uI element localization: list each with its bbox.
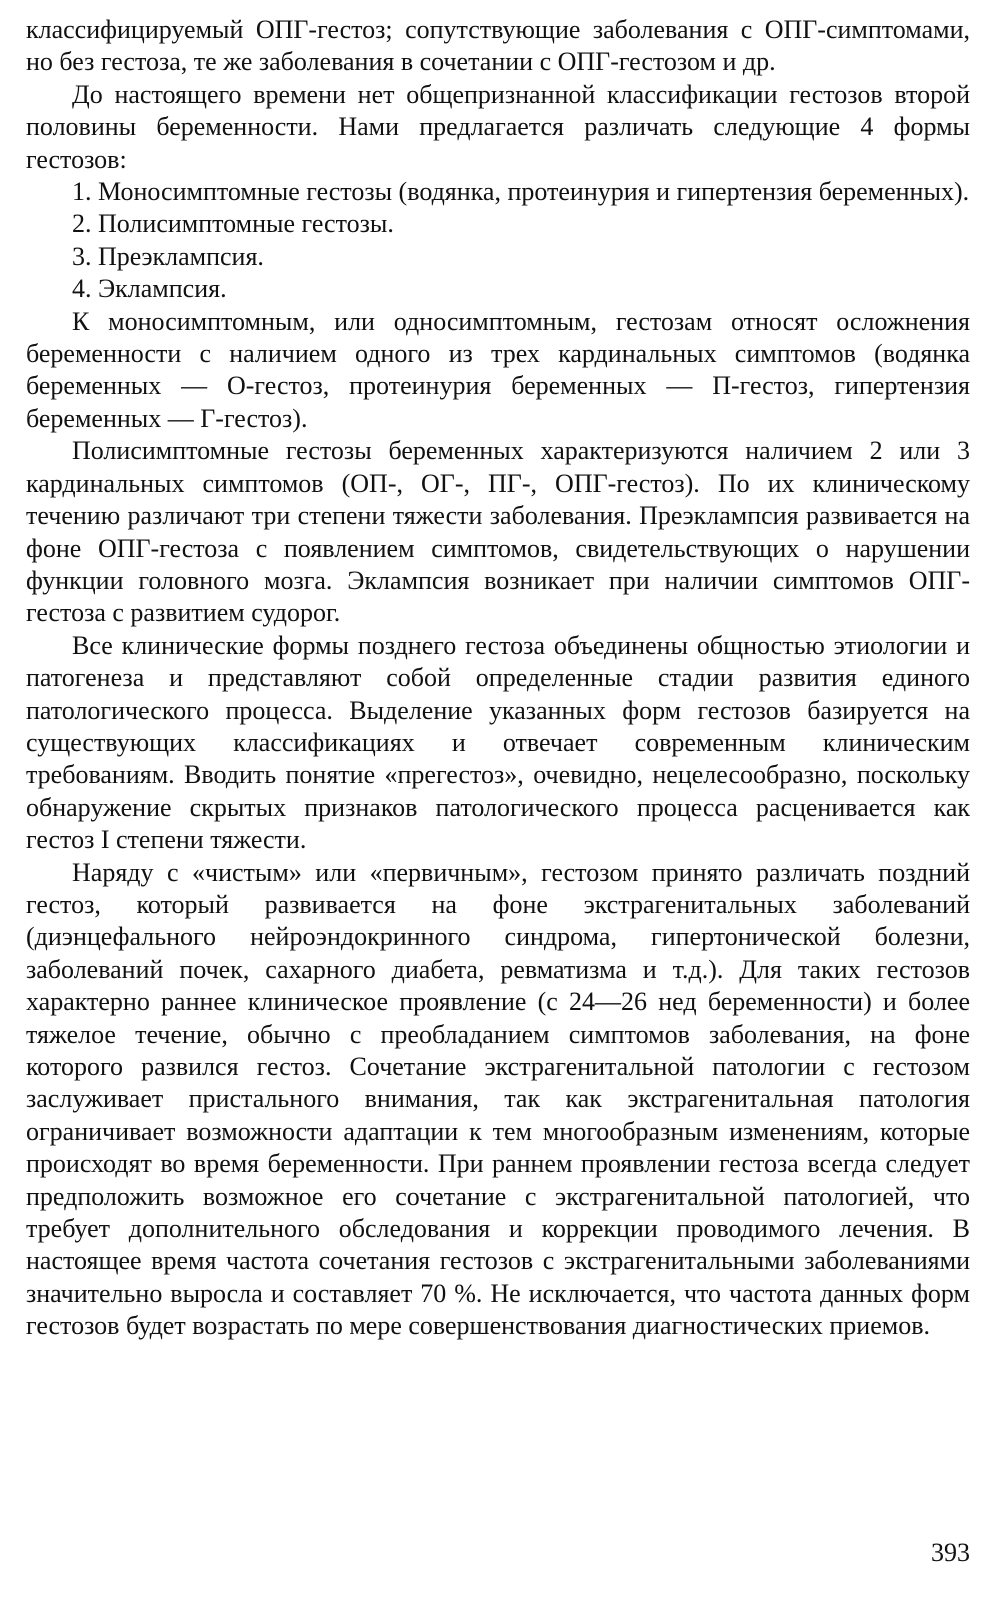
list-item-4: 4. Эклампсия. bbox=[72, 274, 227, 304]
paragraph-intro-continuation: классифицируемый ОПГ-гестоз; сопутствующие заболевания с ОПГ-симптомами, но без гестоза, те же заболевания в сочетании с ОПГ-гестозом и др. bbox=[26, 15, 970, 77]
list-item-3: 3. Преэклампсия. bbox=[72, 241, 264, 271]
page-body bbox=[26, 14, 970, 1343]
paragraph-polysymptomatic: Полисимптомные гестозы беременных характеризуются наличием 2 или 3 кардинальных симптомов (ОП-, ОГ-, ПГ-, ОПГ-гестоз). По их клиническому течению различают три степени тяжести заболевания. Преэклампсия развивается на фоне ОПГ-гестоза с появлением симптомов, свидетельствующих о нарушении функции головного мозга. Эклампсия возникает при наличии симптомов ОПГ-гестоза с развитием судорог. bbox=[26, 436, 970, 628]
list-item-1: 1. Моносимптомные гестозы (водянка, протеинурия и гипертензия беременных). bbox=[72, 177, 970, 207]
page-number: 393 bbox=[931, 1538, 970, 1567]
list-item-2: 2. Полисимптомные гестозы. bbox=[72, 209, 394, 239]
paragraph-classification: До настоящего времени нет общепризнанной классификации гестозов второй половины беременности. Нами предлагается различать следующие 4 формы гестозов: bbox=[26, 79, 970, 174]
paragraph-monosymptomatic: К моносимптомным, или односимптомным, гестозам относят осложнения беременности с наличием одного из трех кардинальных симптомов (водянка беременных — О-гестоз, протеинурия беременных — П-гестоз, гипертензия беременных — Г-гестоз). bbox=[26, 306, 970, 433]
paragraph-clinical-forms: Все клинические формы позднего гестоза объединены общностью этиологии и патогенеза и представляют собой определенные стадии развития единого патологического процесса. Выделение указанных форм гестозов базируется на существующих классификациях и отвечает современным клиническим требованиям. Вводить понятие «прегестоз», очевидно, нецелесообразно, поскольку обнаружение скрытых признаков патологического процесса расценивается как гестоз I степени тяжести. bbox=[26, 630, 970, 855]
paragraph-extragenital: Наряду с «чистым» или «первичным», гестозом принято различать поздний гестоз, который развивается на фоне экстрагенитальных заболеваний (диэнцефального нейроэндокринного синдрома, гипертонической болезни, заболеваний почек, сахарного диабета, ревматизма и т.д.). Для таких гестозов характерно раннее клиническое проявление (с 24—26 нед беременности) и более тяжелое течение, обычно с преобладанием симптомов заболевания, на фоне которого развился гестоз. Сочетание экстрагенитальной патологии с гестозом заслуживает пристального внимания, так как экстрагенитальная патология ограничивает возможности адаптации к тем многообразным изменениям, которые происходят во время беременности. При раннем проявлении гестоза всегда следует предположить возможное его сочетание с экстрагенитальной патологией, что требует дополнительного обследования и коррекции проводимого лечения. В настоящее время частота сочетания гестозов с экстрагенитальными заболеваниями значительно выросла и составляет 70 %. Не исключается, что частота данных форм гестозов будет возрастать по мере совершенствования диагностических приемов. bbox=[26, 857, 970, 1341]
